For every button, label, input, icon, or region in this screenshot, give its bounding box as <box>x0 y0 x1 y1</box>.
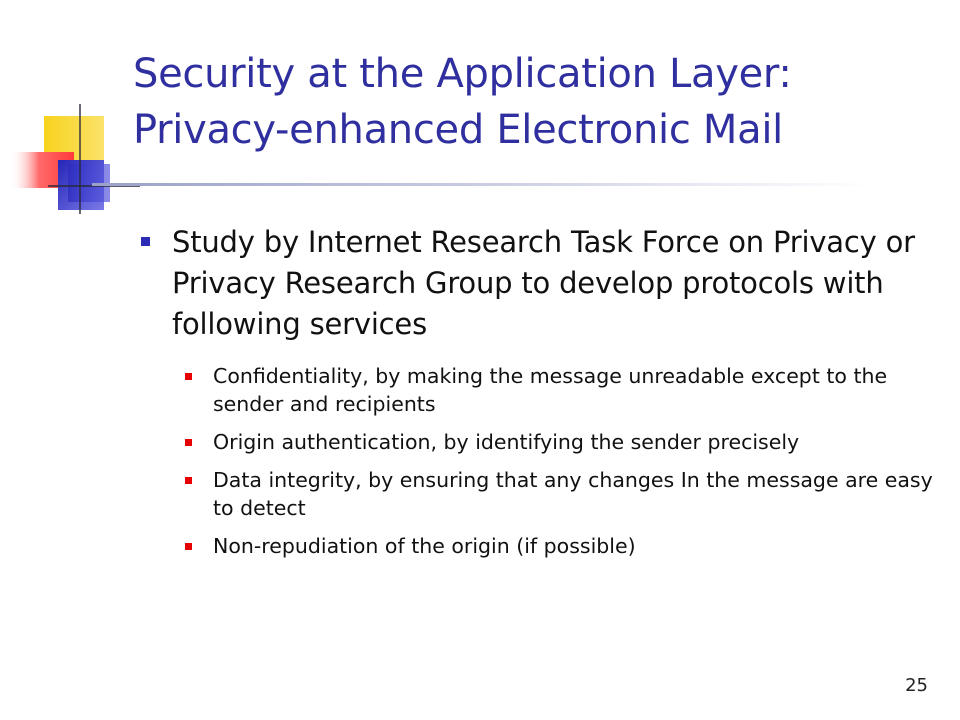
slide-title <box>133 46 933 158</box>
sub-bullet-list <box>185 362 945 560</box>
sub-bullet-item <box>185 362 945 418</box>
main-bullet-text: Study by Internet Research Task Force on Privacy or Privacy Research Group to develop protocols with following services <box>172 225 915 341</box>
sub-bullet-item <box>185 532 945 560</box>
corner-blocks-logo-icon <box>0 100 140 220</box>
sub-bullet-item <box>185 428 945 456</box>
square-bullet-icon <box>185 439 192 446</box>
sub-bullet-text: Confidentiality, by making the message unreadable except to the sender and recipients <box>213 364 888 416</box>
page-number: 25 <box>905 675 928 696</box>
sub-bullet-text: Data integrity, by ensuring that any changes In the message are easy to detect <box>213 468 933 520</box>
square-bullet-icon <box>185 373 192 380</box>
slide-title-line-1: Security at the Application Layer: <box>133 51 792 97</box>
square-bullet-icon <box>185 477 192 484</box>
sub-bullet-text: Non-repudiation of the origin (if possible) <box>213 534 636 558</box>
square-bullet-icon <box>141 237 150 246</box>
sub-bullet-text: Origin authentication, by identifying the sender precisely <box>213 430 800 454</box>
square-bullet-icon <box>185 543 192 550</box>
title-underline <box>92 183 872 186</box>
sub-bullet-item <box>185 466 945 522</box>
slide-title-line-2: Privacy-enhanced Electronic Mail <box>133 107 783 153</box>
